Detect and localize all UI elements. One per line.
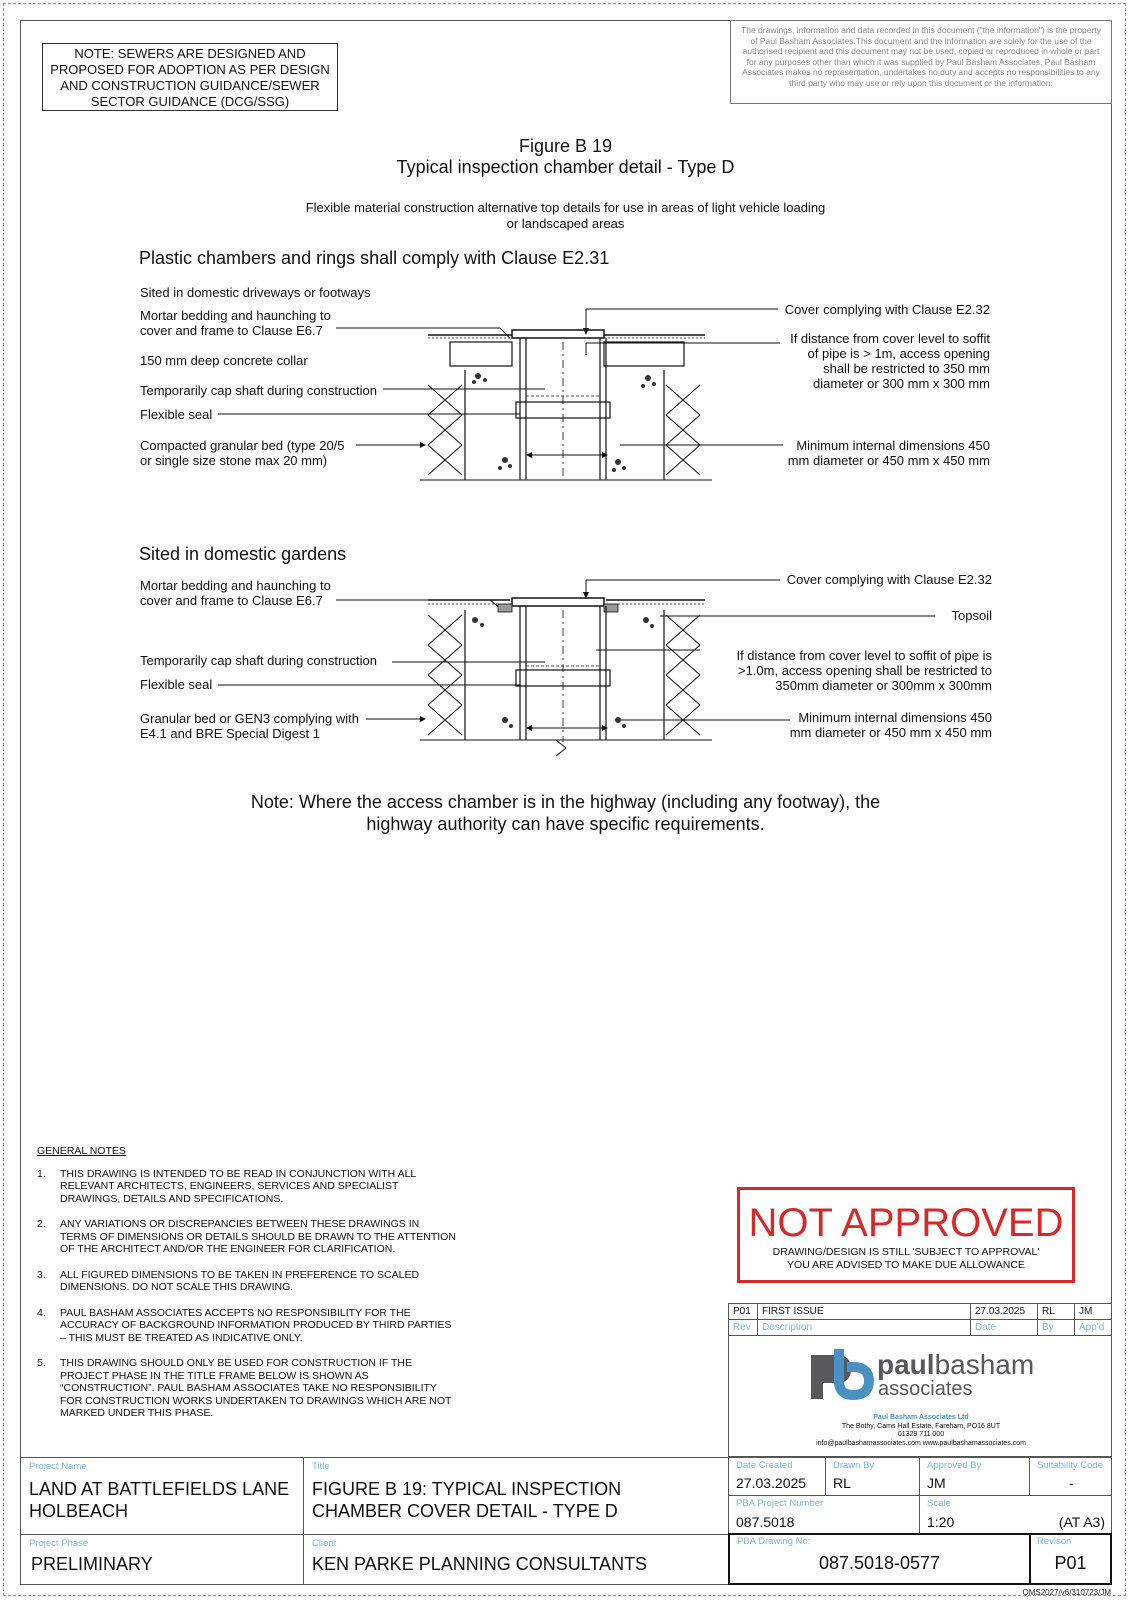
client-cell: Client KEN PARKE PLANNING CONSULTANTS [303, 1534, 729, 1585]
detail1-label-collar: 150 mm deep concrete collar [140, 353, 308, 368]
detail2-label-bed: Granular bed or GEN3 complying with E4.1 and BRE Special Digest 1 [140, 711, 359, 741]
detail1-label-cap: Temporarily cap shaft during construction [140, 383, 378, 398]
detail2-label-mortar: Mortar bedding and haunching to cover and frame to Clause E6.7 [140, 578, 331, 608]
highway-note: Note: Where the access chamber is in the highway (including any footway), the highway authority can have specific requirements. [250, 792, 881, 834]
general-note-3: 3. ALL FIGURED DIMENSIONS TO BE TAKEN IN PREFERENCE TO SCALED DIMENSIONS. DO NOT SCALE THIS DRAWING. [37, 1268, 420, 1293]
revision-header-row: Rev Description Date By App'd [729, 1320, 1112, 1336]
scale-cell: Scale 1:20 (AT A3) [919, 1495, 1112, 1534]
general-note-5: 5. THIS DRAWING SHOULD ONLY BE USED FOR CONSTRUCTION IF THE PROJECT PHASE IN THE TITLE FRAME BELOW IS SHOWN AS “CONSTRUCTION”. PAUL BASHAM ASSOCIATES TAKE NO RESPONSIBILITY FOR CONSTRUCTION WORKS UNDERTAKEN TO DRAWINGS WHICH ARE NOT MARKED UNDER THIS PHASE. [37, 1357, 452, 1419]
suitability-code-cell: Suitability Code - [1029, 1457, 1112, 1496]
figure-number: Figure B 19 [518, 136, 613, 156]
detail2-label-seal: Flexible seal [140, 677, 213, 692]
company-details: Paul Basham Associates Ltd The Bothy, Cams Hall Estate, Fareham, PO16 8UT 01329 711 000 info@paulbashamassociates.com www.paulbashamassociates.com [816, 1414, 1026, 1447]
detail2-label-min-dims: Minimum internal dimensions 450 mm diameter or 450 mm x 450 mm [789, 710, 992, 740]
detail1-drawing [0, 290, 1131, 490]
concrete-collar-left [450, 342, 512, 366]
stamp-title: NOT APPROVED [748, 1201, 1064, 1245]
detail1-label-mortar: Mortar bedding and haunching to cover and frame to Clause E6.7 [140, 308, 331, 338]
detail2-label-topsoil: Topsoil [951, 608, 992, 623]
detail1-label-cover: Cover complying with Clause E2.32 [784, 302, 990, 317]
detail1-label-seal: Flexible seal [140, 407, 213, 422]
not-approved-stamp [737, 1187, 1075, 1283]
logo-wordmark: paulbasham [877, 1349, 1035, 1380]
revision-cell: Revison P01 [1029, 1533, 1112, 1585]
drawn-by-cell: Drawn By RL [825, 1457, 920, 1496]
detail1-label-min-dims: Minimum internal dimensions 450 mm diameter or 450 mm x 450 mm [787, 438, 990, 468]
sewer-adoption-note: NOTE: SEWERS ARE DESIGNED AND PROPOSED FOR ADOPTION AS PER DESIGN AND CONSTRUCTION GUIDANCE/SEWER SECTOR GUIDANCE (DCG/SSG) [42, 43, 338, 111]
general-note-4: 4. PAUL BASHAM ASSOCIATES ACCEPTS NO RESPONSIBILITY FOR THE ACCURACY OF BACKGROUND INFORMATION PRODUCED BY THIRD PARTIES – THIS MUST BE TREATED AS INDICATIVE ONLY. [37, 1306, 452, 1344]
drawing-title-cell: Title FIGURE B 19: TYPICAL INSPECTION CHAMBER COVER DETAIL - TYPE D [303, 1457, 729, 1535]
project-number-cell: PBA Project Number 087.5018 [728, 1495, 920, 1534]
detail2-drawing [0, 570, 1131, 760]
cover-frame [512, 330, 604, 338]
section-heading: Plastic chambers and rings shall comply with Clause E2.31 [139, 248, 610, 268]
pb-logo-icon [807, 1345, 877, 1401]
figure-subtitle: Flexible material construction alternative top details for use in areas of light vehicle loading or landscaped areas [305, 200, 826, 231]
detail1-label-access: If distance from cover level to soffit of pipe is > 1m, access opening shall be restricted to 350 mm diameter or 300 mm x 300 mm [790, 331, 990, 391]
date-created-cell: Date Created 27.03.2025 [728, 1457, 826, 1496]
revision-table [728, 1303, 1112, 1336]
stamp-text: DRAWING/DESIGN IS STILL 'SUBJECT TO APPROVAL' YOU ARE ADVISED TO MAKE DUE ALLOWANCE [772, 1246, 1040, 1271]
general-notes-heading: GENERAL NOTES [37, 1145, 126, 1157]
concrete-collar-right [604, 342, 684, 366]
detail1-label-bed: Compacted granular bed (type 20/5 or single size stone max 20 mm) [140, 438, 345, 468]
company-logo-panel [728, 1335, 1112, 1457]
approved-by-cell: Approved By JM [919, 1457, 1030, 1496]
project-phase-cell: Project Phase PRELIMINARY [20, 1534, 304, 1585]
project-name-cell: Project Name LAND AT BATTLEFIELDS LANE HOLBEACH [20, 1457, 304, 1535]
general-notes [37, 1145, 457, 1433]
logo-associates: associates [878, 1378, 973, 1400]
detail2-label-access: If distance from cover level to soffit of pipe is >1.0m, access opening shall be restricted to 350mm diameter or 300mm x 300mm [736, 648, 992, 693]
drawing-number-cell: PBA Drawing No: 087.5018-0577 [728, 1533, 1031, 1585]
revision-row: P01 FIRST ISSUE 27.03.2025 RL JM [729, 1304, 1112, 1320]
detail2-label-cap: Temporarily cap shaft during construction [140, 653, 378, 668]
qms-code: QMS2027/v6/310723/JM [1022, 1588, 1111, 1597]
copyright-disclaimer: The drawings, information and data recorded in this document ("the information") is the property of Paul Basham Associates.This document and the information are solely for the use of the authorised recipient and this document may not be used, copied or reproduced in whole or part for any purposes other than which it was supplied by Paul Basham Associates. Paul Basham Associates makes no representation, undertakes no duty and accepts no responsibilities to any third party who may use or rely upon this document or the information. [730, 20, 1112, 104]
detail2-label-cover: Cover complying with Clause E2.32 [786, 572, 992, 587]
figure-title: Typical inspection chamber detail - Type D [396, 157, 735, 177]
detail1-heading: Sited in domestic driveways or footways [140, 285, 371, 300]
general-note-2: 2. ANY VARIATIONS OR DISCREPANCIES BETWEEN THESE DRAWINGS IN TERMS OF DIMENSIONS OR DETAILS SHOULD BE DRAWN TO THE ATTENTION OF THE ARCHITECT AND/OR THE ENGINEER FOR CLARIFICATION. [37, 1218, 456, 1255]
detail2-heading: Sited in domestic gardens [139, 544, 347, 564]
general-note-1: 1. THIS DRAWING IS INTENDED TO BE READ IN CONJUNCTION WITH ALL RELEVANT ARCHITECTS, ENGINEERS, SERVICES AND SPECIALIST DRAWINGS, DETAILS AND SPECIFICATIONS. [37, 1167, 416, 1205]
